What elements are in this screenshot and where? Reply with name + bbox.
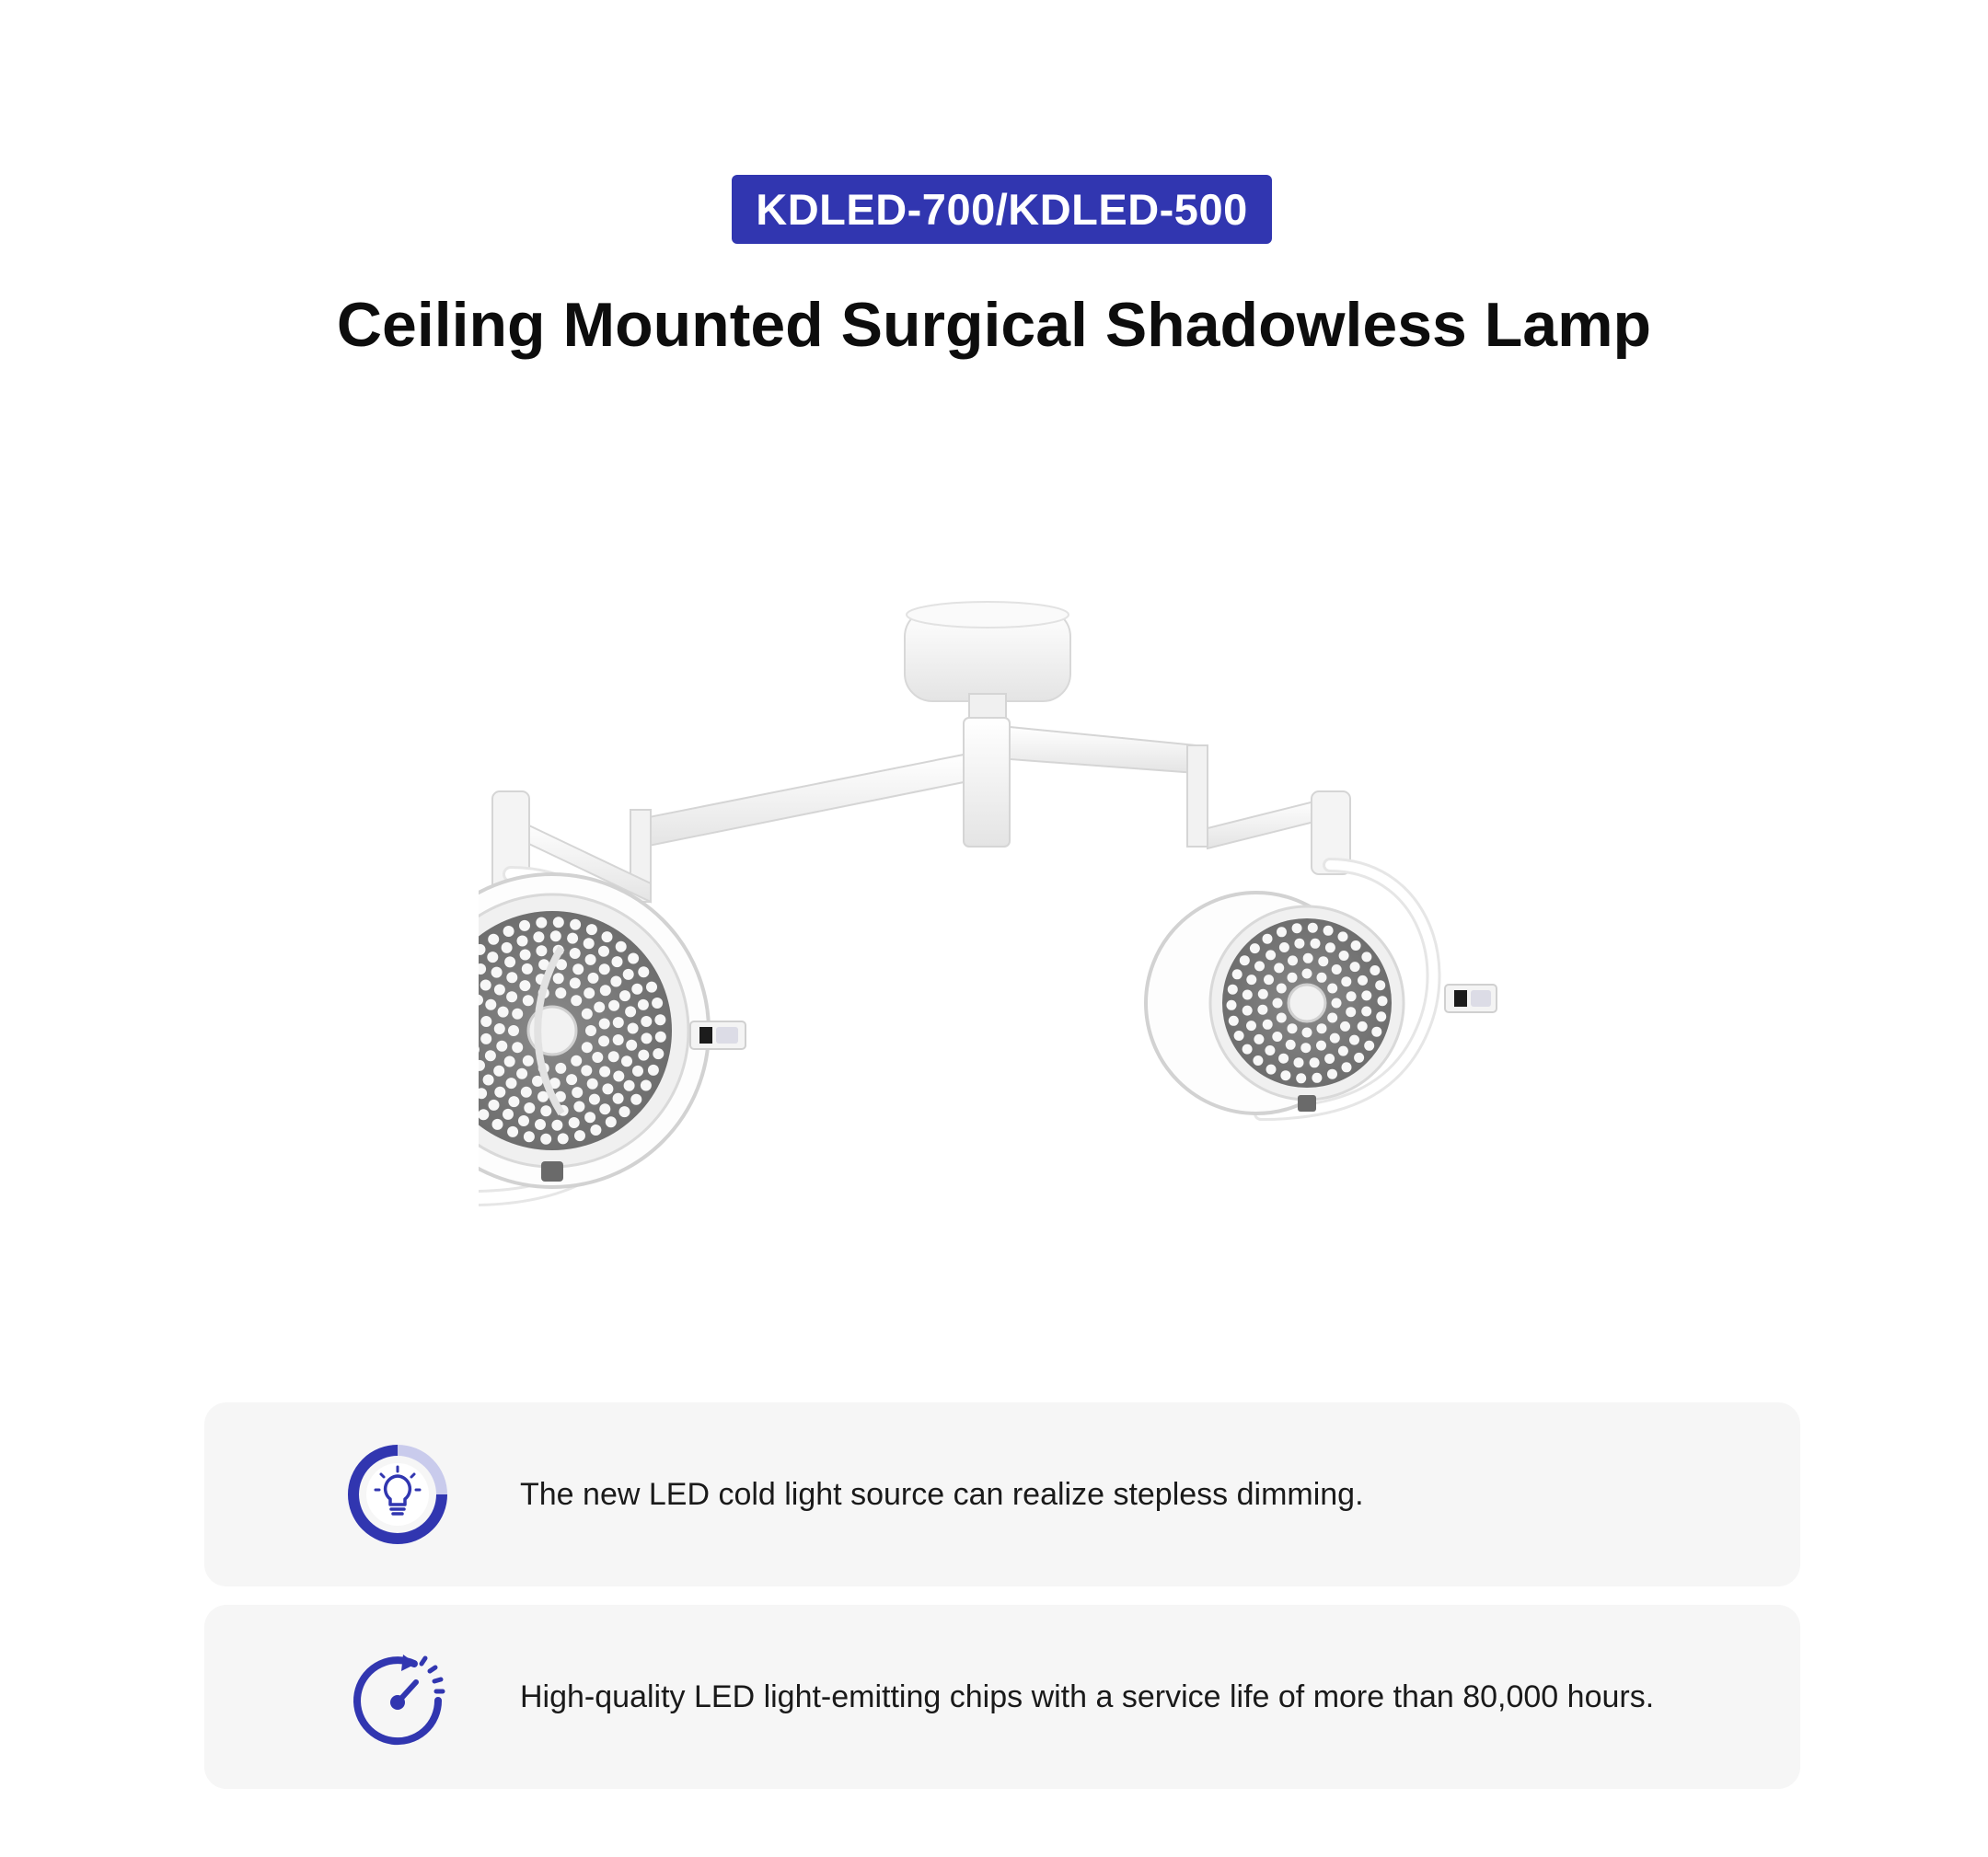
led-dot: [1274, 963, 1284, 973]
led-dot: [572, 963, 584, 975]
led-dot: [592, 1052, 603, 1063]
led-dot: [517, 936, 528, 947]
led-dot: [581, 1065, 592, 1076]
led-dot: [1265, 1045, 1275, 1055]
led-dot: [1338, 1046, 1348, 1056]
led-dot: [523, 1055, 534, 1067]
led-dot: [638, 966, 649, 977]
led-dot: [488, 934, 499, 945]
led-dot: [508, 1025, 519, 1036]
led-dot: [1370, 965, 1380, 975]
led-dot: [571, 1055, 582, 1067]
led-dot: [1264, 975, 1274, 985]
led-dot: [1312, 1073, 1322, 1083]
led-dot: [584, 1112, 595, 1123]
led-dot: [1240, 955, 1250, 965]
led-dot: [551, 1120, 562, 1131]
led-dot: [613, 1017, 624, 1028]
led-dot: [535, 1119, 546, 1130]
led-dot: [1339, 951, 1349, 961]
led-dot: [630, 1094, 641, 1105]
led-dot: [536, 917, 547, 928]
led-dot: [1327, 1013, 1337, 1023]
led-dot: [512, 1042, 523, 1053]
led-dot: [1346, 1007, 1356, 1017]
led-dot: [503, 1109, 514, 1120]
led-dot: [613, 1071, 624, 1082]
led-dot: [516, 1068, 527, 1079]
led-dot: [570, 919, 581, 930]
led-dot: [1361, 952, 1371, 962]
led-dot: [573, 1102, 584, 1113]
led-dot: [582, 1042, 593, 1053]
led-dot: [599, 1019, 610, 1030]
led-dot: [558, 1133, 569, 1144]
led-dot: [648, 1065, 659, 1076]
led-dot: [504, 956, 515, 967]
led-dot: [518, 1115, 529, 1126]
led-dot: [1317, 973, 1327, 983]
led-dot: [1294, 939, 1304, 949]
led-dot: [625, 1006, 636, 1017]
led-dot: [480, 980, 491, 991]
led-dot: [566, 1074, 577, 1085]
led-dot: [632, 1066, 643, 1077]
led-dot: [594, 1002, 605, 1013]
led-dot: [600, 985, 611, 996]
led-dot: [1229, 1016, 1239, 1026]
feature-text-dimming: The new LED cold light source can realize stepless dimming.: [520, 1476, 1364, 1512]
led-dot: [1266, 950, 1276, 960]
led-dot: [508, 1096, 519, 1107]
led-dot: [584, 987, 595, 998]
led-bulb-icon: [342, 1439, 453, 1550]
led-dot: [485, 999, 496, 1010]
led-dot: [608, 1000, 619, 1011]
led-dot: [1349, 1035, 1359, 1045]
led-dot: [584, 938, 595, 949]
led-dot: [641, 1080, 652, 1091]
led-dot: [1257, 1005, 1267, 1015]
led-dot: [599, 1103, 610, 1114]
led-dot: [536, 945, 547, 956]
led-dot: [519, 920, 530, 931]
led-dot: [520, 950, 531, 961]
led-dot: [550, 930, 561, 941]
led-dot: [553, 917, 564, 928]
led-dot: [621, 1055, 632, 1067]
surgical-lamp-image: [479, 598, 1528, 1224]
led-dot: [553, 973, 564, 984]
led-dot: [496, 1041, 507, 1052]
led-dot: [616, 941, 627, 952]
led-dot: [1310, 1057, 1320, 1067]
led-dot: [598, 946, 609, 957]
led-dot: [506, 972, 517, 983]
led-dot: [652, 998, 663, 1009]
led-dot: [641, 1016, 652, 1027]
led-dot: [638, 1050, 649, 1061]
led-dot: [1278, 1054, 1289, 1064]
led-dot: [524, 1102, 535, 1113]
led-dot: [1354, 1053, 1364, 1063]
led-dot: [1277, 984, 1287, 994]
led-dot: [1246, 975, 1256, 985]
led-dot: [586, 924, 597, 935]
led-dot: [1272, 1032, 1282, 1042]
led-dot: [523, 995, 534, 1006]
led-dot: [492, 1119, 503, 1130]
led-dot: [485, 1050, 496, 1061]
led-dot: [623, 969, 634, 980]
led-dot: [533, 931, 544, 942]
led-dot: [631, 984, 642, 995]
led-dot: [1280, 1070, 1290, 1080]
led-dot: [1288, 955, 1298, 965]
led-dot: [1253, 1055, 1263, 1066]
led-dot: [540, 1105, 551, 1116]
led-dot: [1302, 969, 1312, 979]
led-dot: [493, 1066, 504, 1077]
led-dot: [599, 963, 610, 975]
led-dot: [570, 948, 581, 959]
led-dot: [483, 1075, 494, 1086]
led-dot: [1361, 1007, 1371, 1017]
feature-card-service-life: [204, 1605, 1800, 1789]
led-dot: [555, 987, 566, 998]
led-dot: [1316, 1041, 1326, 1051]
led-dot: [646, 982, 657, 993]
led-dot: [1308, 923, 1318, 933]
led-dot: [1378, 996, 1388, 1006]
led-dot: [588, 973, 599, 984]
led-dot: [599, 1067, 610, 1078]
led-dot: [571, 995, 582, 1006]
led-dot: [1342, 1062, 1352, 1072]
led-dot: [613, 1093, 624, 1104]
led-dot: [1234, 1031, 1244, 1041]
led-dot: [1358, 975, 1368, 986]
led-dot: [654, 1014, 665, 1025]
led-dot: [524, 1131, 535, 1142]
led-dot: [494, 1023, 505, 1034]
led-dot: [626, 1040, 637, 1051]
led-dot: [1277, 927, 1287, 937]
led-dot: [512, 1009, 523, 1020]
led-dot: [655, 1032, 666, 1043]
led-dot: [1303, 953, 1313, 963]
model-badge: KDLED-700/KDLED-500: [732, 175, 1272, 244]
led-dot: [1288, 973, 1298, 983]
led-dot: [606, 1116, 617, 1127]
led-dot: [480, 1016, 491, 1027]
led-dot: [1350, 962, 1360, 972]
led-dot: [1327, 1069, 1337, 1079]
led-dot: [1263, 1020, 1273, 1030]
led-dot: [619, 1106, 630, 1117]
led-dot: [540, 1134, 551, 1145]
led-dot: [498, 1007, 509, 1018]
led-dot: [1242, 1044, 1253, 1055]
led-dot: [1227, 1000, 1237, 1010]
led-dot: [585, 954, 596, 965]
led-dot: [585, 1025, 596, 1036]
led-dot: [572, 1087, 583, 1098]
led-dot: [1332, 998, 1342, 1009]
led-dot: [1371, 1027, 1381, 1037]
led-dot: [1254, 1034, 1264, 1044]
led-dot: [487, 952, 498, 963]
led-dot: [1279, 942, 1289, 952]
led-dot: [1376, 1011, 1386, 1021]
led-dot: [504, 1056, 515, 1067]
led-dot: [519, 980, 530, 991]
led-dot: [1242, 990, 1253, 1000]
led-dot: [1250, 943, 1260, 953]
led-dot: [574, 1130, 585, 1141]
led-dot: [590, 1125, 601, 1136]
led-dot: [602, 931, 613, 942]
led-dot: [1338, 931, 1348, 941]
led-dot: [619, 990, 630, 1001]
led-dot: [1325, 942, 1335, 952]
led-dot: [1361, 990, 1371, 1000]
led-dot: [1242, 1006, 1253, 1016]
led-dot: [1311, 939, 1321, 949]
led-dot: [569, 1117, 580, 1128]
led-dot: [1330, 1033, 1340, 1044]
led-dot: [1317, 1023, 1327, 1033]
led-dot: [555, 1063, 566, 1074]
led-dot: [612, 956, 623, 967]
led-dot: [638, 999, 649, 1010]
led-dot: [608, 1051, 619, 1062]
led-dot: [491, 967, 503, 978]
led-dot: [1327, 984, 1337, 994]
feature-text-service-life: High-quality LED light-emitting chips with a service life of more than 80,000 hours.: [520, 1678, 1655, 1714]
led-dot: [582, 1009, 593, 1020]
led-dot: [503, 926, 514, 937]
led-dot: [587, 1078, 598, 1090]
led-dot: [1351, 940, 1361, 951]
led-dot: [1273, 998, 1283, 1009]
led-dot: [1292, 923, 1302, 933]
led-dot: [1332, 964, 1342, 975]
feature-card-dimming: [204, 1402, 1800, 1586]
led-dot: [613, 1034, 624, 1045]
led-dot: [1246, 1021, 1256, 1031]
led-dot: [602, 1083, 613, 1094]
led-dot: [624, 1080, 635, 1091]
led-dot: [1375, 980, 1385, 990]
page-title: Ceiling Mounted Surgical Shadowless Lamp: [336, 290, 1652, 360]
led-dot: [480, 1033, 491, 1044]
led-dot: [610, 976, 621, 987]
led-dot: [1228, 985, 1238, 995]
led-dot: [1302, 1028, 1312, 1038]
led-dot: [507, 1126, 518, 1137]
led-dot: [506, 1078, 517, 1089]
led-dot: [1341, 976, 1351, 986]
led-dot: [641, 1032, 653, 1044]
led-dot: [598, 1035, 609, 1046]
led-dot: [628, 1023, 639, 1034]
led-dot: [1294, 1057, 1304, 1067]
led-dot: [567, 933, 578, 944]
led-dot: [570, 977, 581, 988]
led-dot: [489, 1100, 500, 1111]
led-dot: [522, 963, 533, 975]
led-dot: [1286, 1040, 1296, 1050]
led-dot: [1340, 1021, 1350, 1032]
led-dot: [1296, 1073, 1306, 1083]
led-dot: [1263, 934, 1273, 944]
led-dot: [521, 1087, 532, 1098]
led-dot: [1258, 989, 1268, 999]
led-dot: [1277, 1013, 1287, 1023]
led-dot: [1254, 961, 1265, 971]
led-dot: [1358, 1021, 1368, 1032]
led-dot: [506, 991, 517, 1002]
led-dot: [628, 953, 639, 964]
led-dot: [1266, 1065, 1277, 1075]
led-dot: [1288, 1023, 1298, 1033]
led-dot: [1232, 969, 1242, 979]
led-dot: [494, 985, 505, 996]
led-dot: [502, 942, 513, 953]
led-dot: [1364, 1041, 1374, 1051]
speedometer-icon: [342, 1642, 453, 1752]
led-dot: [1300, 1043, 1311, 1053]
led-dot: [1324, 1054, 1335, 1064]
led-dot: [494, 1087, 505, 1098]
led-dot: [653, 1048, 664, 1059]
led-dot: [1323, 926, 1334, 936]
led-dot: [589, 1094, 600, 1105]
led-dot: [1318, 956, 1328, 966]
led-dot: [1347, 991, 1357, 1001]
